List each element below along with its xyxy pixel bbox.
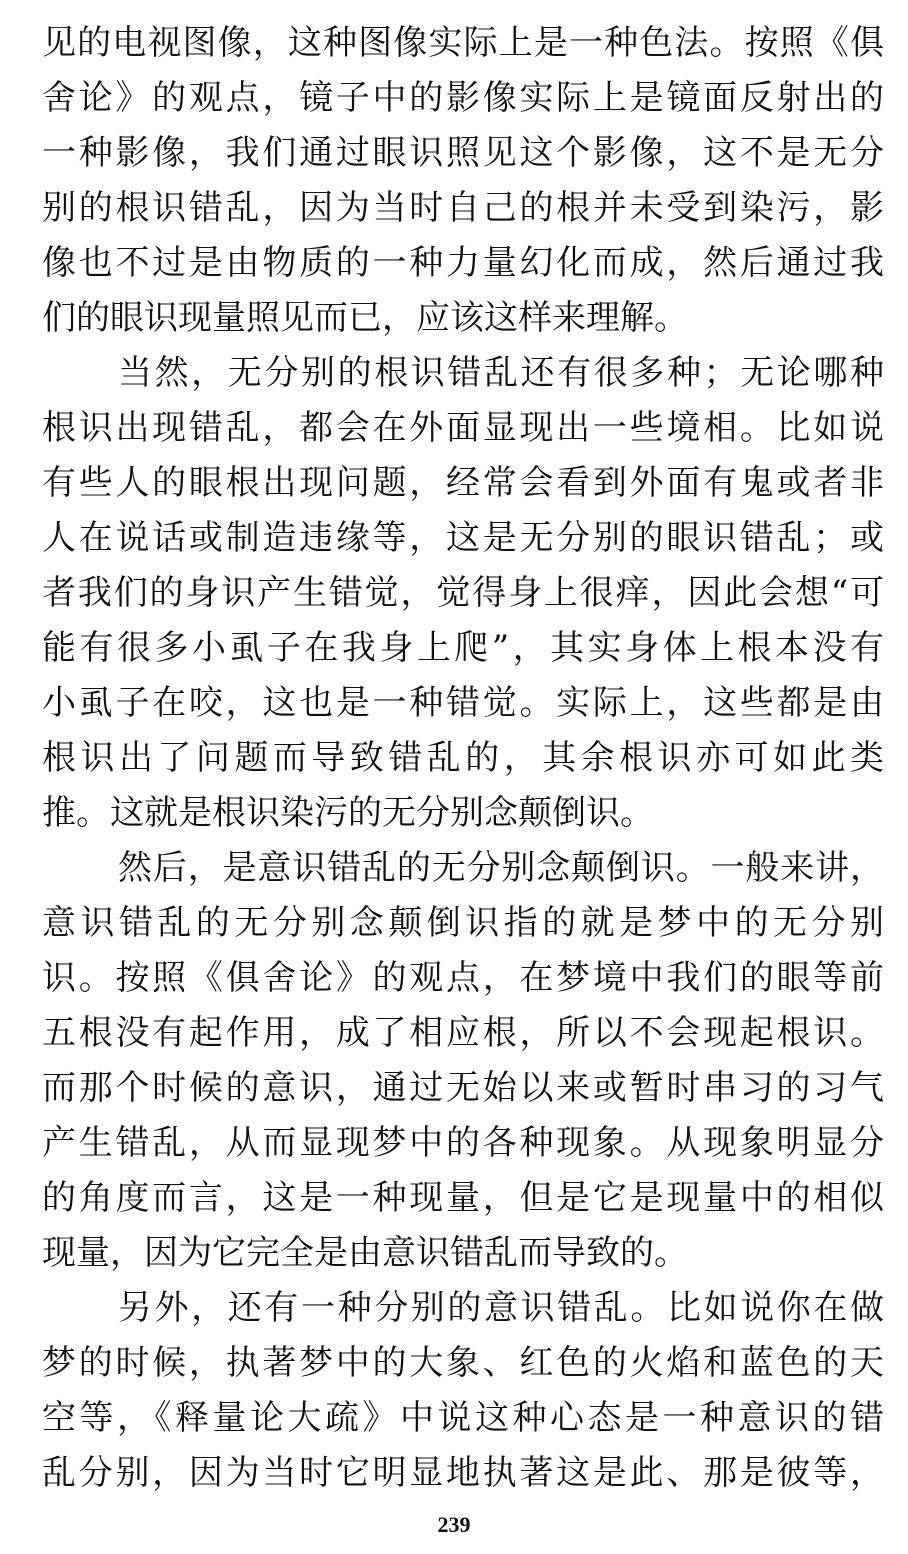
paragraph-start-line: 然后，是意识错乱的无分别念颠倒识。一般来讲， [118, 848, 884, 888]
text-line: 舍论》的观点，镜子中的影像实际上是镜面反射出的 [42, 78, 884, 118]
text-line: 产生错乱，从而显现梦中的各种现象。从现象明显分 [42, 1123, 884, 1163]
text-line: 小虱子在咬，这也是一种错觉。实际上，这些都是由 [42, 683, 884, 723]
text-line: 根识出现错乱，都会在外面显现出一些境相。比如说 [42, 408, 884, 448]
text-line: 能有很多小虱子在我身上爬”，其实身体上根本没有 [42, 628, 884, 668]
text-line: 者我们的身识产生错觉，觉得身上很痒，因此会想“可 [42, 573, 884, 613]
text-line: 五根没有起作用，成了相应根，所以不会现起根识。 [42, 1013, 884, 1053]
text-line: 人在说话或制造违缘等，这是无分别的眼识错乱；或 [42, 518, 884, 558]
text-line: 的角度而言，这是一种现量，但是它是现量中的相似 [42, 1178, 884, 1218]
text-line: 现量，因为它完全是由意识错乱而导致的。 [42, 1233, 688, 1273]
text-line: 梦的时候，执著梦中的大象、红色的火焰和蓝色的天 [42, 1343, 884, 1383]
text-line: 们的眼识现量照见而已，应该这样来理解。 [42, 298, 688, 338]
paragraph-start-line: 当然，无分别的根识错乱还有很多种；无论哪种 [118, 353, 884, 393]
text-line: 见的电视图像，这种图像实际上是一种色法。按照《俱 [42, 23, 884, 63]
text-line: 识。按照《俱舍论》的观点，在梦境中我们的眼等前 [42, 958, 884, 998]
text-line: 根识出了问题而导致错乱的，其余根识亦可如此类 [42, 738, 884, 778]
text-line: 别的根识错乱，因为当时自己的根并未受到染污，影 [42, 188, 884, 228]
text-line: 空等，《释量论大疏》中说这种心态是一种意识的错 [42, 1398, 884, 1438]
text-line: 而那个时候的意识，通过无始以来或暂时串习的习气 [42, 1068, 884, 1108]
text-line: 推。这就是根识染污的无分别念颠倒识。 [42, 793, 654, 833]
text-line: 意识错乱的无分别念颠倒识指的就是梦中的无分别 [42, 903, 884, 943]
text-line: 有些人的眼根出现问题，经常会看到外面有鬼或者非 [42, 463, 884, 503]
paragraph-start-line: 另外，还有一种分别的意识错乱。比如说你在做 [118, 1288, 884, 1328]
text-line: 像也不过是由物质的一种力量幻化而成，然后通过我 [42, 243, 884, 283]
page-number: 239 [437, 1512, 471, 1537]
text-line: 一种影像，我们通过眼识照见这个影像，这不是无分 [42, 133, 884, 173]
text-line: 乱分别，因为当时它明显地执著这是此、那是彼等， [42, 1453, 884, 1493]
